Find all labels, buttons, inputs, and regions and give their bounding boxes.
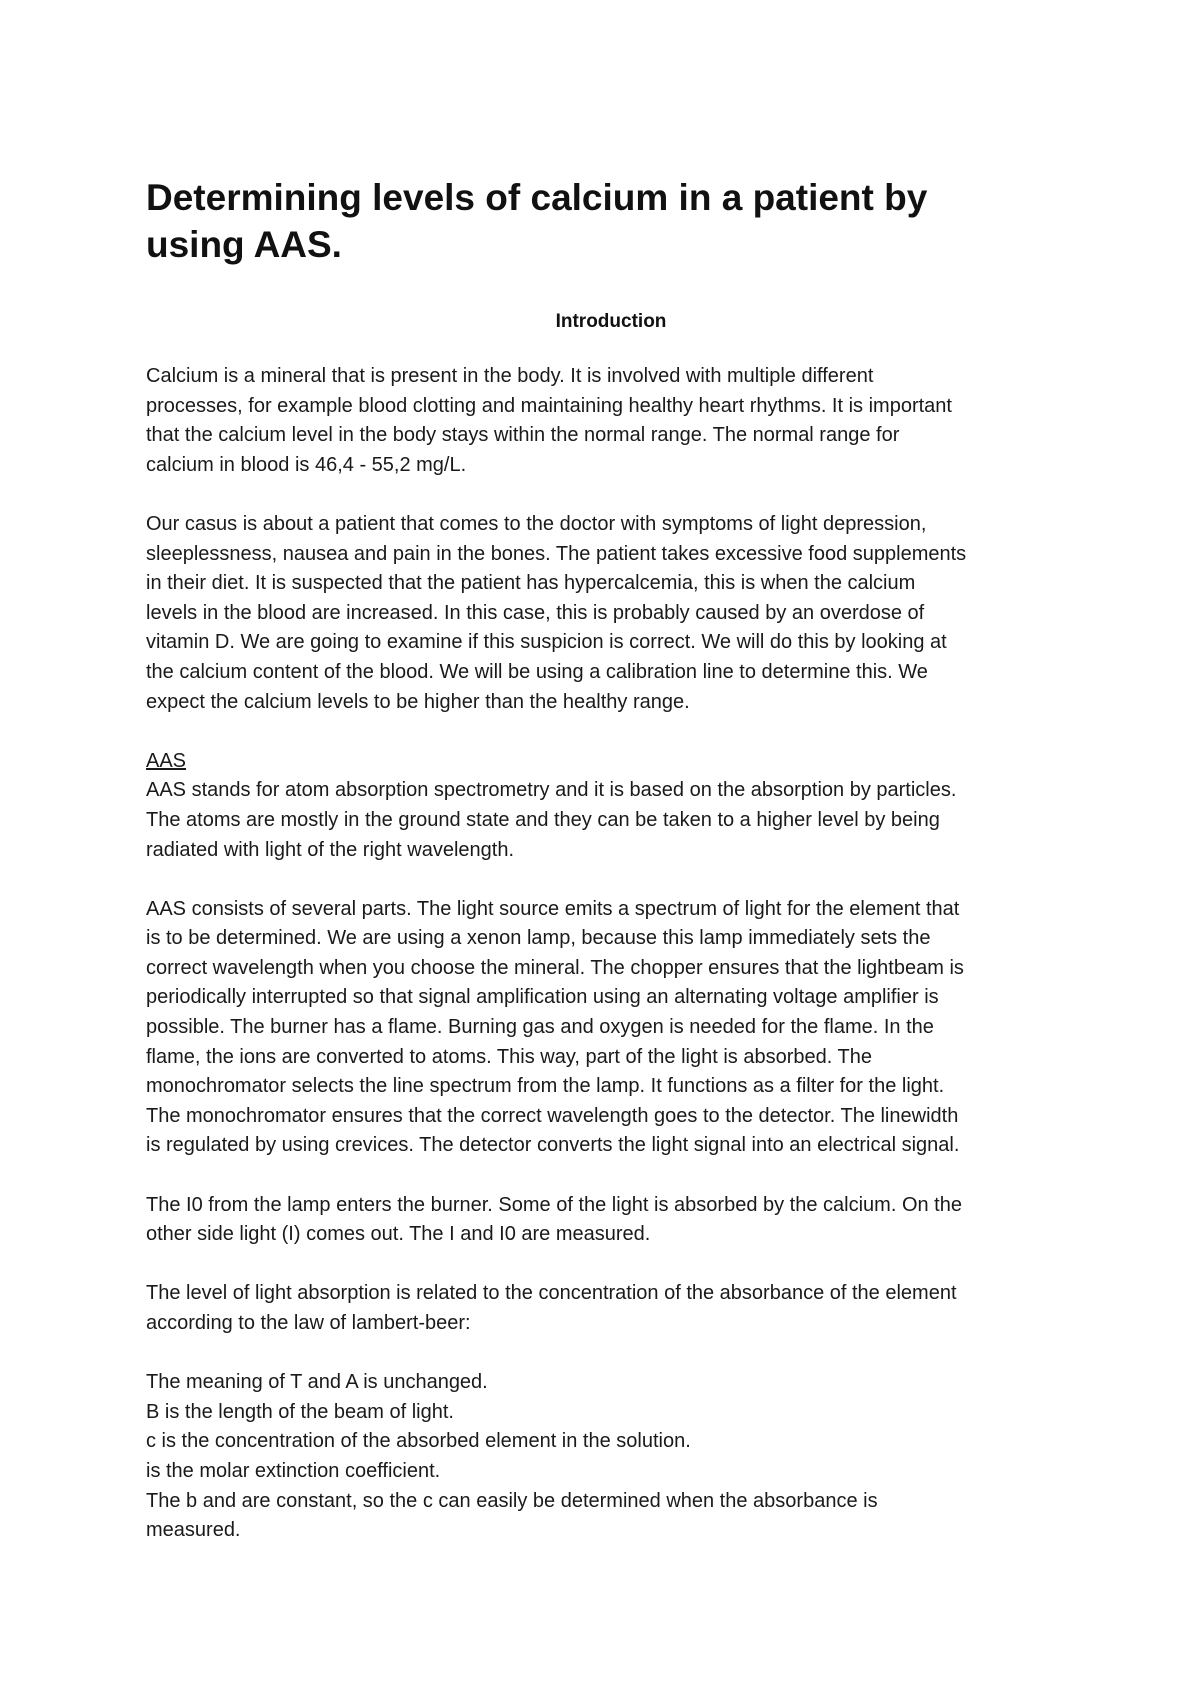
text-line: monochromator selects the line spectrum from the lamp. It functions as a filter for the light. [146, 1075, 945, 1098]
text-line: The atoms are mostly in the ground state and they can be taken to a higher level by being [146, 808, 940, 831]
text-line: Our casus is about a patient that comes to the doctor with symptoms of light depression, [146, 512, 927, 535]
text-line: measured. [146, 1519, 241, 1542]
text-line: The meaning of T and A is unchanged. [146, 1371, 488, 1394]
text-line: in their diet. It is suspected that the patient has hypercalcemia, this is when the calcium [146, 572, 916, 595]
text-line: possible. The burner has a flame. Burning gas and oxygen is needed for the flame. In the [146, 1016, 934, 1039]
text-line: calcium in blood is 46,4 - 55,2 mg/L. [146, 453, 467, 476]
text-line: AAS consists of several parts. The light source emits a spectrum of light for the element that [146, 897, 960, 920]
text-line: B is the length of the beam of light. [146, 1400, 454, 1423]
text-line: The I0 from the lamp enters the burner. Some of the light is absorbed by the calcium. On the [146, 1193, 962, 1216]
text-line: according to the law of lambert-beer: [146, 1312, 471, 1334]
text-line: sleeplessness, nausea and pain in the bones. The patient takes excessive food supplements [146, 542, 967, 565]
document-title [146, 174, 1076, 268]
aas-subheading: AAS [146, 749, 187, 772]
text-line: The level of light absorption is related to the concentration of the absorbance of the element [146, 1282, 957, 1305]
text-line: levels in the blood are increased. In this case, this is probably caused by an overdose of [146, 601, 925, 624]
text-line: correct wavelength when you choose the mineral. The chopper ensures that the lightbeam is [146, 956, 964, 979]
paragraph-light-path [146, 1191, 1076, 1250]
text-line: that the calcium level in the body stays within the normal range. The normal range for [146, 424, 900, 447]
text-line: is the molar extinction coefficient. [146, 1459, 441, 1482]
text-line: radiated with light of the right wavelength. [146, 838, 514, 861]
text-line: flame, the ions are converted to atoms. This way, part of the light is absorbed. The [146, 1045, 872, 1068]
title-line: Determining levels of calcium in a patient by [146, 177, 928, 218]
paragraph-aas-definition [146, 747, 1076, 865]
text-line: AAS stands for atom absorption spectrometry and it is based on the absorption by particles. [146, 779, 957, 802]
text-line: vitamin D. We are going to examine if this suspicion is correct. We will do this by looking at [146, 631, 947, 654]
text-line: c is the concentration of the absorbed element in the solution. [146, 1430, 691, 1453]
text-line: the calcium content of the blood. We will be using a calibration line to determine this. We [146, 660, 928, 683]
text-line: The monochromator ensures that the correct wavelength goes to the detector. The linewidth [146, 1104, 959, 1127]
text-line: is to be determined. We are using a xenon lamp, because this lamp immediately sets the [146, 927, 931, 950]
text-line: other side light (I) comes out. The I and I0 are measured. [146, 1223, 651, 1246]
paragraph-aas-parts [146, 895, 1076, 1161]
text-line: expect the calcium levels to be higher than the healthy range. [146, 690, 690, 713]
paragraph-casus [146, 510, 1076, 717]
paragraph-lambert-beer [146, 1279, 1076, 1338]
introduction-heading: Introduction [555, 311, 667, 332]
text-line: Calcium is a mineral that is present in the body. It is involved with multiple different [146, 365, 874, 387]
paragraph-calcium-intro [146, 362, 1076, 480]
title-line: using AAS. [146, 224, 342, 265]
text-line: periodically interrupted so that signal amplification using an alternating voltage amplifier is [146, 986, 939, 1009]
text-line: processes, for example blood clotting and maintaining healthy heart rhythms. It is important [146, 394, 952, 417]
text-line: The b and are constant, so the c can easily be determined when the absorbance is [146, 1489, 878, 1512]
text-line: is regulated by using crevices. The detector converts the light signal into an electrical signal. [146, 1134, 960, 1157]
paragraph-variables [146, 1368, 1076, 1546]
document-page [146, 174, 1076, 1546]
